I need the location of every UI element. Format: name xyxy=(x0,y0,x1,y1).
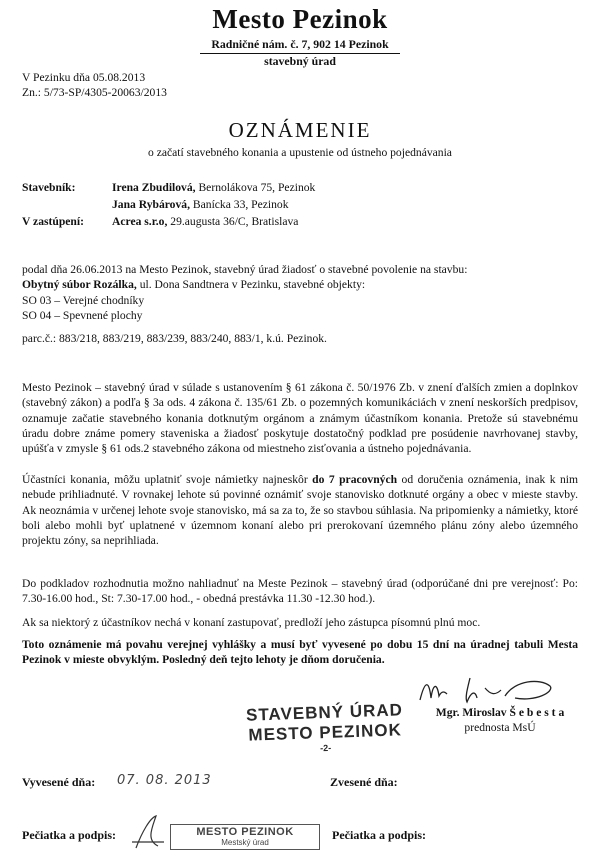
builder2-name: Jana Rybárová, xyxy=(112,198,190,211)
representative-label: V zastúpení: xyxy=(22,215,84,228)
project-name: Obytný súbor Rozálka, xyxy=(22,278,137,292)
representative-name: Acrea s.r.o, xyxy=(112,215,168,228)
document-title: OZNÁMENIE xyxy=(228,118,372,142)
posted-date-handwritten: 07. 08. 2013 xyxy=(117,773,212,788)
application-text: podal dňa 26.06.2013 na Mesto Pezinok, stavebný úrad žiadosť o stavebné povolenie na stavbu: xyxy=(22,263,468,276)
builder-row-2 xyxy=(22,197,582,214)
signer-name: Mgr. Miroslav Š e b e s t a xyxy=(435,706,565,719)
reference-number: Zn.: 5/73-SP/4305-20063/2013 xyxy=(22,86,167,100)
deadline-highlight: do 7 pracovných xyxy=(312,473,398,486)
posted-label: Vyvesené dňa: xyxy=(22,775,96,789)
builder2-address: Banícka 33, Pezinok xyxy=(192,198,289,211)
signer-role: prednosta MsÚ xyxy=(464,721,536,735)
objections-paragraph: Účastníci konania, môžu uplatniť svoje námietky najneskôr do 7 pracovných od doručenia oznámenia, inak k nim nebude prihliadnuté. V rovnakej lehote sú povinné oznámiť svoje stanovisko dotknuté orgány a obec v mieste stavby. Ak neoznámia v určenej lehote svoje stanovisko, má sa za to, že so stavbou súhlasia. Na pripomienky a námietky, ktoré boli alebo mohli byť uplatnené v územnom konaní alebo pri prerokovaní územného plánu zóny alebo územného projektu zóny, sa neprihliada. xyxy=(22,473,578,548)
application-paragraph xyxy=(22,262,578,346)
public-notice-paragraph: Toto oznámenie má povahu verejnej vyhlášky a musí byť vyvesené po dobu 15 dní na úradnej tabuli Mesta Pezinok v mieste obvyklým. Posledný deň tejto lehoty je dňom doručenia. xyxy=(22,638,578,667)
inspection-paragraph: Do podkladov rozhodnutia možno nahliadnuť na Meste Pezinok – stavebný úrad (odporúčané dni pre verejnosť: Po: 7.30-16.00 hod., St: 7.30-17.00 hod., - obedná prestávka 11.30 -12.30 hod.). xyxy=(22,577,578,606)
object-item: SO 03 – Verejné chodníky xyxy=(22,293,145,307)
parties-section xyxy=(22,180,582,231)
document-subtitle: o začatí stavebného konania a upustenie od ústneho pojednávania xyxy=(148,146,452,159)
builder1-name: Irena Zbudilová, xyxy=(112,181,196,194)
object-item: SO 04 – Spevnené plochy xyxy=(22,308,143,322)
builder1-address: Bernolákova 75, Pezinok xyxy=(198,181,316,194)
signer-block xyxy=(410,705,590,736)
representative-address: 29.augusta 36/C, Bratislava xyxy=(170,215,299,228)
office-name: stavebný úrad xyxy=(264,54,336,68)
municipality-address: Radničné nám. č. 7, 902 14 Pezinok xyxy=(211,37,389,51)
removed-label: Zvesené dňa: xyxy=(330,775,398,789)
parcel-numbers: parc.č.: 883/218, 883/219, 883/239, 883/240, 883/1, k.ú. Pezinok. xyxy=(22,331,327,345)
builder-label: Stavebník: xyxy=(22,181,76,194)
seal-label-right: Pečiatka a podpis: xyxy=(332,828,427,842)
representation-paragraph: Ak sa niektorý z účastníkov nechá v konaní zastupovať, predloží jeho zástupca písomnú plnú moc. xyxy=(22,616,481,629)
municipality-title: Mesto Pezinok xyxy=(212,4,388,34)
seal-label-left: Pečiatka a podpis: xyxy=(22,828,117,842)
municipal-seal-stamp: MESTO PEZINOK Mestský úrad xyxy=(170,824,320,850)
project-location: ul. Dona Sandtnera v Pezinku, stavebné objekty: xyxy=(139,278,366,292)
builder-row-1 xyxy=(22,180,582,197)
seal-signature xyxy=(128,812,168,850)
notice-paragraph: Mesto Pezinok – stavebný úrad v súlade s ustanovením § 61 zákona č. 50/1976 Zb. v znení ďalších zmien a doplnkov (stavebný zákon) a podľa § 3a ods. 4 zákona č. 135/61 Zb. o pozemných komunikáciách v znení neskorších predpisov, oznamuje začatie stavebného konania dotknutým orgánom a známym účastníkom konania. Pretože sú stavebnému úradu dobre známe pomery staveniska a žiadosť poskytuje dostatočný podklad pre posúdenie navrhovanej stavby, upúšťa v zmysle § 61 ods.2 stavebného zákona od miestneho zisťovania a ústneho pojednávania. xyxy=(22,381,578,456)
office-stamp: STAVEBNÝ ÚRAD MESTO PEZINOK -2- xyxy=(245,700,404,754)
representative-row xyxy=(22,214,582,231)
document-meta xyxy=(22,70,167,101)
date-line: V Pezinku dňa 05.08.2013 xyxy=(22,71,146,84)
